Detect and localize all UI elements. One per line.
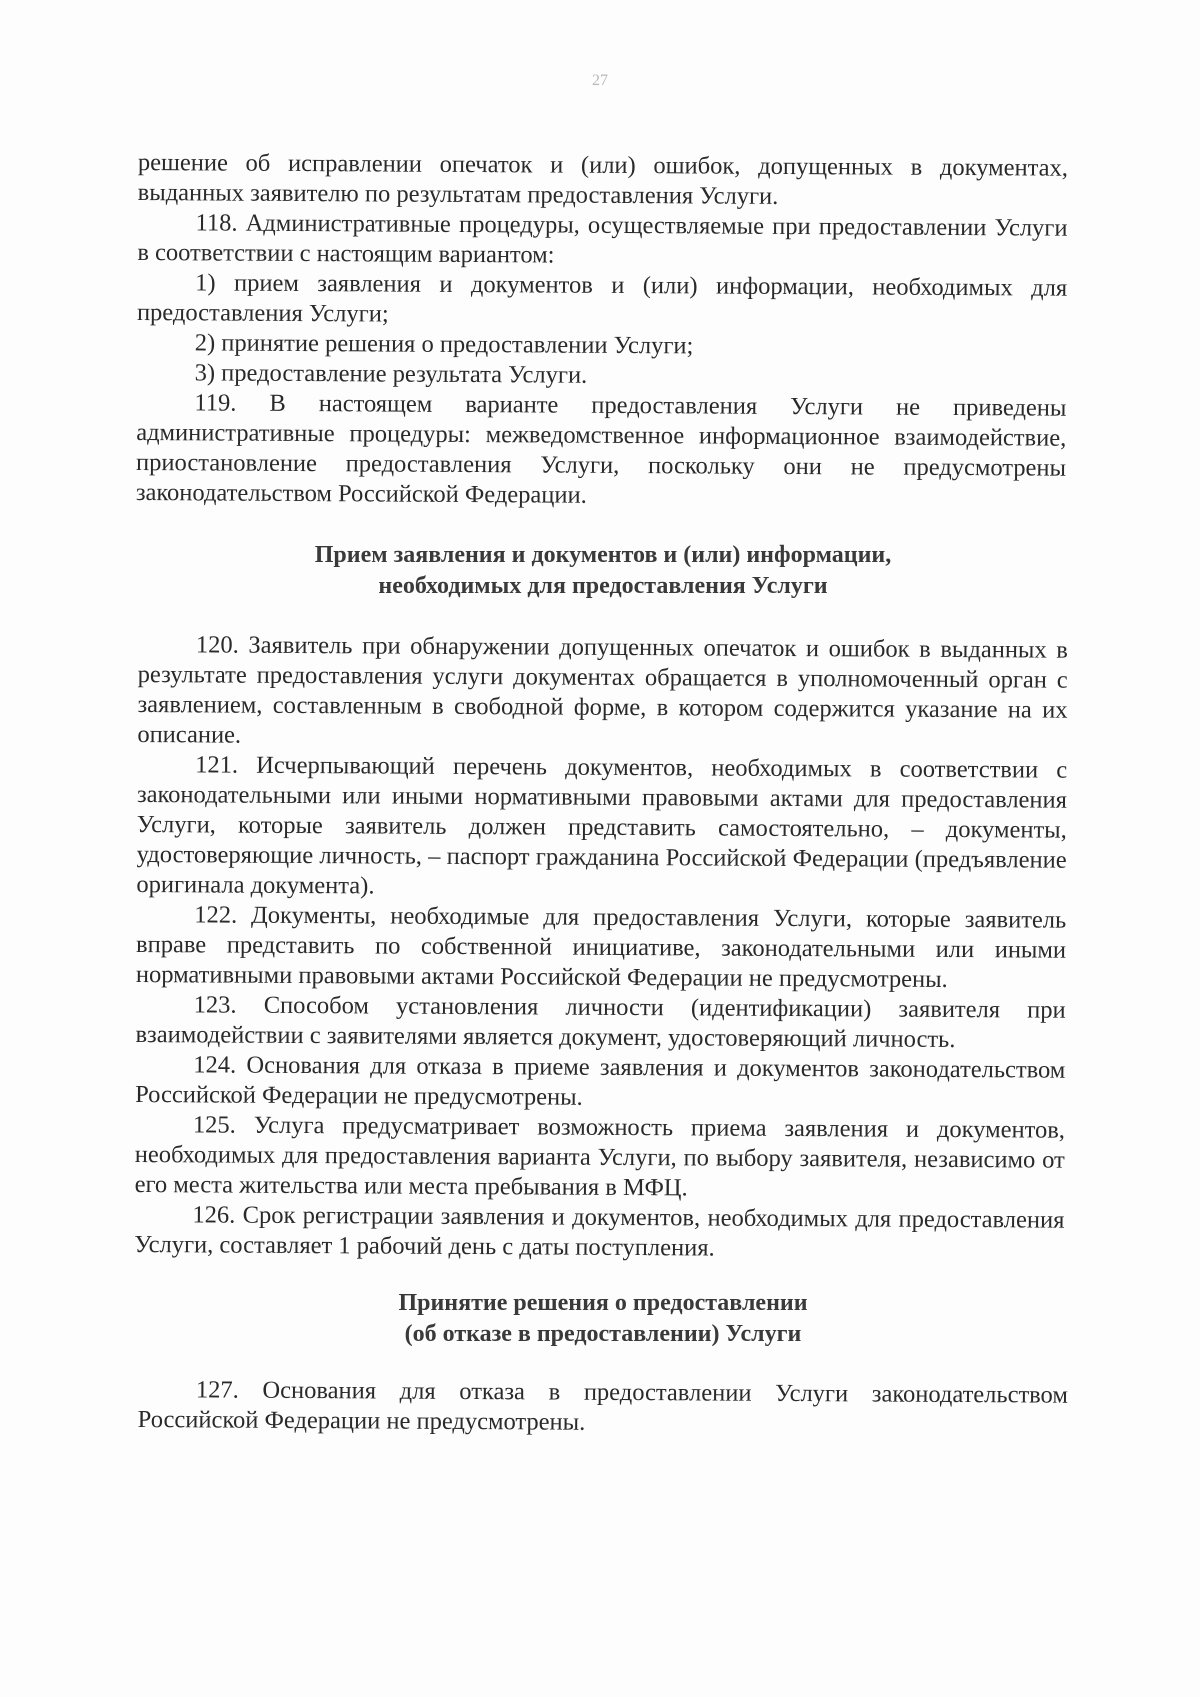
section-heading-application xyxy=(138,540,1068,602)
section-application xyxy=(134,630,1068,1266)
heading-line: (об отказе в предоставлении) Услуги xyxy=(404,1321,802,1347)
heading-line: Прием заявления и документов и (или) информации, xyxy=(314,542,892,568)
heading-line: Принятие решения о предоставлении xyxy=(398,1290,808,1316)
list-item-1: 1) прием заявления и документов и (или) информации, необходимых для предоставления Услуги; xyxy=(136,269,1068,328)
paragraph-119: 119. В настоящем варианте предоставления Услуги не приведены административные процедуры: межведомственное информационное взаимодействие, приостановление предоставления Услуги, поскольку они не предусмотрены законодательством Российской Федерации. xyxy=(135,389,1067,509)
section-heading-decision xyxy=(138,1288,1068,1350)
paragraph-124: 124. Основания для отказа в приеме заявления и документов законодательством Российской Федерации не предусмотрены. xyxy=(135,1051,1066,1111)
paragraph-122: 122. Документы, необходимые для предоставления Услуги, которые заявитель вправе представить по собственной инициативе, законодательными или иными нормативными правовыми актами Российской Федерации не предусмотрены. xyxy=(135,901,1067,993)
list-item-2: 2) принятие решения о предоставлении Услуги; xyxy=(194,329,694,360)
paragraph-123: 123. Способом установления личности (идентификации) заявителя при взаимодействии с заявителями является документ, удостоверяющий личность. xyxy=(135,991,1066,1054)
paragraph: решение об исправлении опечаток и (или) ошибок, допущенных в документах, выданных заявителю по результатам предоставления Услуги. xyxy=(137,148,1068,210)
section-procedures xyxy=(136,148,1068,514)
section-decision xyxy=(138,1375,1068,1441)
paragraph-120: 120. Заявитель при обнаружении допущенных опечаток и ошибок в выданных в результате предоставления услуги документах обращается в уполномоченный орган с заявлением, составленным в свободной форме, в котором содержится указание на их описание. xyxy=(137,631,1068,749)
paragraph-126: 126. Срок регистрации заявления и документов, необходимых для предоставления Услуги, составляет 1 рабочий день с даты поступления. xyxy=(134,1201,1065,1262)
paragraph-127: 127. Основания для отказа в предоставлении Услуги законодательством Российской Федерации не предусмотрены. xyxy=(137,1376,1068,1436)
paragraph-125: 125. Услуга предусматривает возможность приема заявления и документов, необходимых для предоставления варианта Услуги, по выбору заявителя, независимо от его места жительства или места пребывания в МФЦ. xyxy=(134,1111,1066,1202)
paragraph-121: 121. Исчерпывающий перечень документов, необходимых в соответствии с законодательными или иными нормативными правовыми актами для предоставления Услуги, которые заявитель должен представить самостоятельно, – документы, удостоверяющие личность, – паспорт гражданина Российской Федерации (предъявление оригинала документа). xyxy=(136,751,1068,900)
list-item-3: 3) предоставление результата Услуги. xyxy=(194,359,588,389)
page-number: 27 xyxy=(592,72,608,89)
paragraph-118: 118. Административные процедуры, осуществляемые при предоставлении Услуги в соответствии с настоящим вариантом: xyxy=(137,209,1068,269)
heading-line: необходимых для предоставления Услуги xyxy=(378,573,828,599)
